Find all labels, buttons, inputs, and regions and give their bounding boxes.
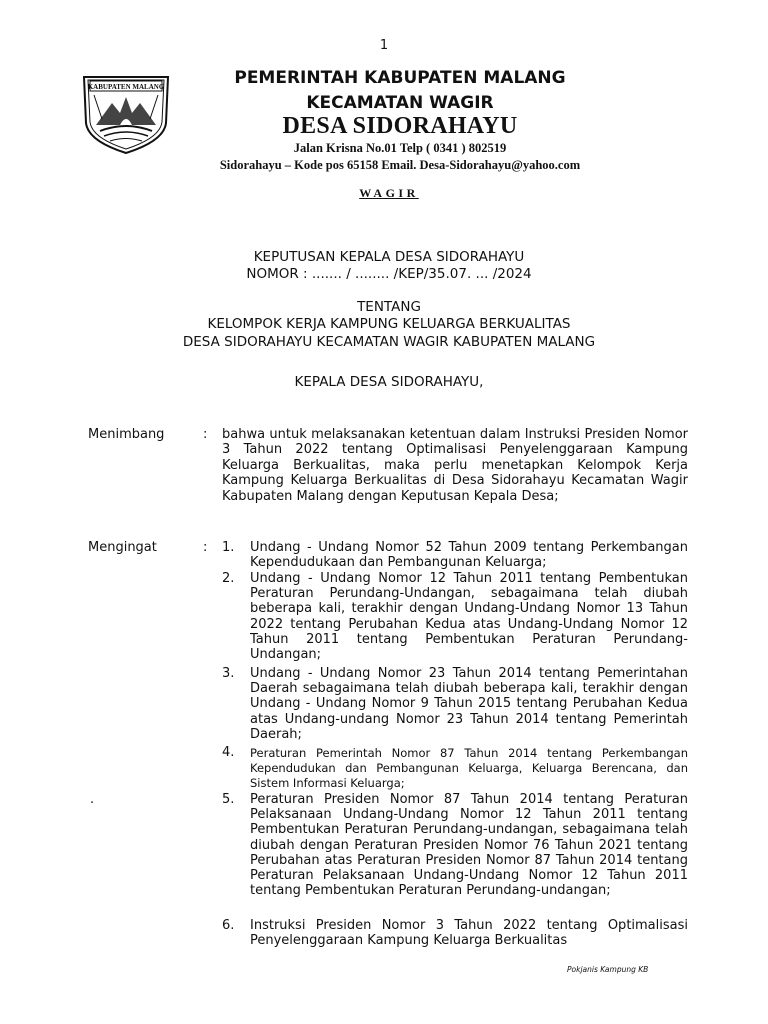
letterhead-district: KECAMATAN WAGIR <box>306 93 494 113</box>
mengingat-label: Mengingat <box>88 540 157 555</box>
mengingat-item-text: Undang - Undang Nomor 52 Tahun 2009 tentang Perkembangan Kependudukaan dan Pembangunan Keluarga; <box>250 540 688 571</box>
letterhead-contact: Sidorahayu – Kode pos 65158 Email. Desa-Sidorahayu@yahoo.com <box>219 158 581 172</box>
decree-subject-line2: DESA SIDORAHAYU KECAMATAN WAGIR KABUPATEN MALANG <box>182 334 596 350</box>
district-name: WAGIR <box>359 186 419 200</box>
decree-number: NOMOR : ....... / ........ /KEP/35.07. ... /2024 <box>246 266 532 282</box>
letterhead-village: DESA SIDORAHAYU <box>282 113 518 139</box>
page-number: 1 <box>379 38 389 53</box>
mengingat-item-number: 2. <box>222 571 235 586</box>
mengingat-item-number: 1. <box>222 540 235 555</box>
decree-subject-line1: KELOMPOK KERJA KAMPUNG KELUARGA BERKUALITAS <box>207 316 571 332</box>
emblem-icon <box>80 73 172 155</box>
letterhead-address: Jalan Krisna No.01 Telp ( 0341 ) 802519 <box>293 141 507 155</box>
decree-issuer: KEPALA DESA SIDORAHAYU, <box>294 374 484 390</box>
stray-dot: . <box>90 792 95 807</box>
mengingat-colon: : <box>203 540 208 555</box>
footer-note: Pokjanis Kampung KB <box>567 965 649 974</box>
mengingat-item-text: Undang - Undang Nomor 12 Tahun 2011 tentang Pembentukan Peraturan Perundang-Undangan, sebagaimana telah diubah beberapa kali, terakhir dengan Undang-Undang Nomor 13 Tahun 2022 tentang Perubahan Kedua atas Undang-Undang Nomor 12 Tahun 2011 tentang Pembentukan Peraturan Perundang-Undangan; <box>250 571 688 663</box>
menimbang-text: bahwa untuk melaksanakan ketentuan dalam Instruksi Presiden Nomor 3 Tahun 2022 tentang Optimalisasi Penyelenggaraan Kampung Keluarga Berkualitas, maka perlu menetapkan Kelompok Kerja Kampung Keluarga Berkualitas di Desa Sidorahayu Kecamatan Wagir Kabupaten Malang dengan Keputusan Kepala Desa; <box>222 427 688 504</box>
mengingat-item-number: 4. <box>222 745 235 760</box>
mengingat-item-number: 3. <box>222 666 235 681</box>
kabupaten-malang-logo <box>80 73 172 155</box>
mengingat-item-number: 5. <box>222 792 235 807</box>
mengingat-item-text: Instruksi Presiden Nomor 3 Tahun 2022 tentang Optimalisasi Penyelenggaraan Kampung Keluarga Berkualitas <box>250 918 688 949</box>
menimbang-colon: : <box>203 427 208 442</box>
mengingat-item-text: Peraturan Presiden Nomor 87 Tahun 2014 tentang Peraturan Pelaksanaan Undang-Undang Nomor 12 Tahun 2011 tentang Pembentukan Peraturan Perundang-undangan, sebagaimana telah diubah dengan Peraturan Presiden Nomor 76 Tahun 2021 tentang Perubahan atas Peraturan Presiden Nomor 87 Tahun 2014 tentang Peraturan Pelaksanaan Undang-Undang Nomor 12 Tahun 2011 tentang Pembentukan Peraturan Perundang-undangan; <box>250 792 688 899</box>
menimbang-label: Menimbang <box>88 427 165 442</box>
mengingat-item-text: Undang - Undang Nomor 23 Tahun 2014 tentang Pemerintahan Daerah sebagaimana telah diubah beberapa kali, terakhir dengan Undang - Undang Nomor 9 Tahun 2015 tentang Perubahan Kedua atas Undang-undang Nomor 23 Tahun 2014 tentang Pemerintah Daerah; <box>250 666 688 742</box>
mengingat-item-number: 6. <box>222 918 235 933</box>
mengingat-item-text: Peraturan Pemerintah Nomor 87 Tahun 2014 tentang Perkembangan Kependudukan dan Pembangunan Keluarga, Keluarga Berencana, dan Sistem Informasi Keluarga; <box>250 746 688 791</box>
letterhead-government: PEMERINTAH KABUPATEN MALANG <box>234 68 566 88</box>
decree-about-label: TENTANG <box>357 299 421 315</box>
decree-title: KEPUTUSAN KEPALA DESA SIDORAHAYU <box>253 249 525 265</box>
logo-banner-text: KABUPATEN MALANG <box>87 83 165 91</box>
